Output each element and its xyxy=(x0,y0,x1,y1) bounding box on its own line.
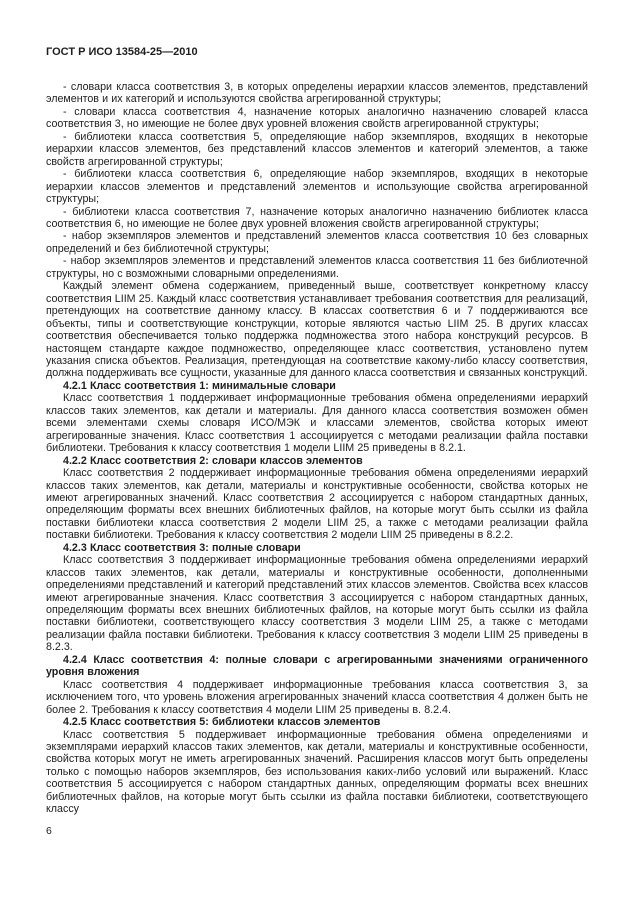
paragraph: Класс соответствия 2 поддерживает информационные требования обмена определениями иерархий классов таких элементов, как детали, материалы и конструктивные особенности, свойства которых не имеют агрегированных значений. Класс соответствия 2 ассоциируется с набором стандартных данных, определяющим форматы всех внешних библиотечных файлов, на которые могут быть ссылки из файла поставки библиотеки класса соответствия 2 модели LIIM 25, а также с методами реализации файла поставки библиотеки. Требования к классу соответствия 2 модели LIIM 25 приведены в 8.2.2. xyxy=(46,467,588,542)
section-heading: 4.2.1 Класс соответствия 1: минимальные словари xyxy=(63,379,336,392)
running-header: ГОСТ Р ИСО 13584-25—2010 xyxy=(46,46,198,58)
section-heading: 4.2.2 Класс соответствия 2: словари классов элементов xyxy=(63,454,363,467)
list-item: - словари класса соответствия 3, в которых определены иерархии классов элементов, представлений элементов и их категорий и используются свойства агрегированной структуры; xyxy=(46,81,588,106)
list-item: - библиотеки класса соответствия 5, определяющие набор экземпляров, входящих в некоторые иерархии классов элементов, без представлений классов элементов и категорий элементов, а также свойств агрегированной структуры; xyxy=(46,130,588,168)
list-item: - словари класса соответствия 4, назначение которых аналогично назначению словарей класса соответствия 3, но имеющие не более двух уровней вложения свойств агрегированной структуры; xyxy=(46,105,588,131)
section-heading: 4.2.5 Класс соответствия 5: библиотеки классов элементов xyxy=(63,716,381,729)
paragraph: Класс соответствия 4 поддерживает информационные требования класса соответствия 3, за исключением того, что уровень вложения агрегированных значений класса соответствия 4 должен быть не более 2. Требования к классу соответствия 4 модели LIIM 25 приведены в. 8.2.4. xyxy=(46,678,588,716)
section-heading: 4.2.4 Класс соответствия 4: полные словари с агрегированными значениями ограниченного уровня вложения xyxy=(46,653,588,679)
paragraph: Класс соответствия 3 поддерживает информационные требования обмена определениями иерархий классов таких элементов, как детали, материалы и конструктивные особенности, дополненными определениями представлений и категорий представлений этих классов элементов. Свойства всех классов имеют агрегированные значения. Класс соответствия 3 ассоциируется с набором стандартных данных, определяющим форматы всех внешних библиотечных файлов, на которые могут быть ссылки из файла поставки библиотеки, соответствующего классу соответствия 3 модели LIIM 25, а также с методами реализации файла поставки библиотеки. Требования к классу соответствия 3 модели LIIM 25 приведены в 8.2.3. xyxy=(46,554,588,654)
paragraph: Класс соответствия 5 поддерживает информационные требования обмена определениями и экземплярами иерархий классов таких элементов, как детали, материалы и конструктивные особенности, свойства которых могут не иметь агрегированных значений. Расширения классов могут быть определены только с помощью наборов экземпляров, без использования каких-либо условий или выражений. Класс соответствия 5 ассоциируется с набором стандартных данных, определяющим форматы всех внешних библиотечных файлов, на которые могут быть ссылки из файла поставки библиотеки, соответствующего классу xyxy=(46,728,588,816)
document-body xyxy=(46,81,588,816)
section-heading: 4.2.3 Класс соответствия 3: полные словари xyxy=(63,541,301,554)
list-item: - набор экземпляров элементов и представлений элементов класса соответствия 10 без словарных определений и без библиотечной структуры; xyxy=(46,230,588,255)
list-item: - набор экземпляров элементов и представлений элементов класса соответствия 11 без библиотечной структуры, но с возможными словарными определениями. xyxy=(46,255,588,280)
paragraph: Каждый элемент обмена содержанием, приведенный выше, соответствует конкретному классу соответствия LIIM 25. Каждый класс соответствия устанавливает требования соответствия для реализаций, претендующих на соответствие данному классу. В классах соответствия 6 и 7 поддерживаются все объекты, типы и соответствующие конструкции, которые являются частью LIIM 25. В других классах соответствия обеспечивается только поддержка подмножества этого набора конструкций ресурсов. В настоящем стандарте каждое подмножество, определяющее класс соответствия, установлено путем указания списка объектов. Реализация, претендующая на соответствие какому-либо классу соответствия, должна поддерживать все сущности, указанные для данного класса соответствия и связанных конструкций. xyxy=(46,280,588,380)
page-number: 6 xyxy=(46,825,52,837)
list-item: - библиотеки класса соответствия 7, назначение которых аналогично назначению библиотек класса соответствия 6, но имеющие не более двух уровней вложения свойств агрегированной структуры; xyxy=(46,205,588,230)
paragraph: Класс соответствия 1 поддерживает информационные требования обмена определениями иерархий классов таких элементов, как детали и материалы. Для данного класса соответствия возможен обмен всеми элементами схемы словаря ИСО/МЭК и классами элементов, свойства которых имеют агрегированные значения. Класс соответствия 1 ассоциируется с методами реализации файла поставки библиотеки. Требования к классу соответствия 1 модели LIIM 25 приведены в 8.2.1. xyxy=(46,392,588,455)
list-item: - библиотеки класса соответствия 6, определяющие набор экземпляров, входящих в некоторые иерархии классов элементов и представлений элементов и использующие свойства агрегированной структуры; xyxy=(46,168,588,206)
